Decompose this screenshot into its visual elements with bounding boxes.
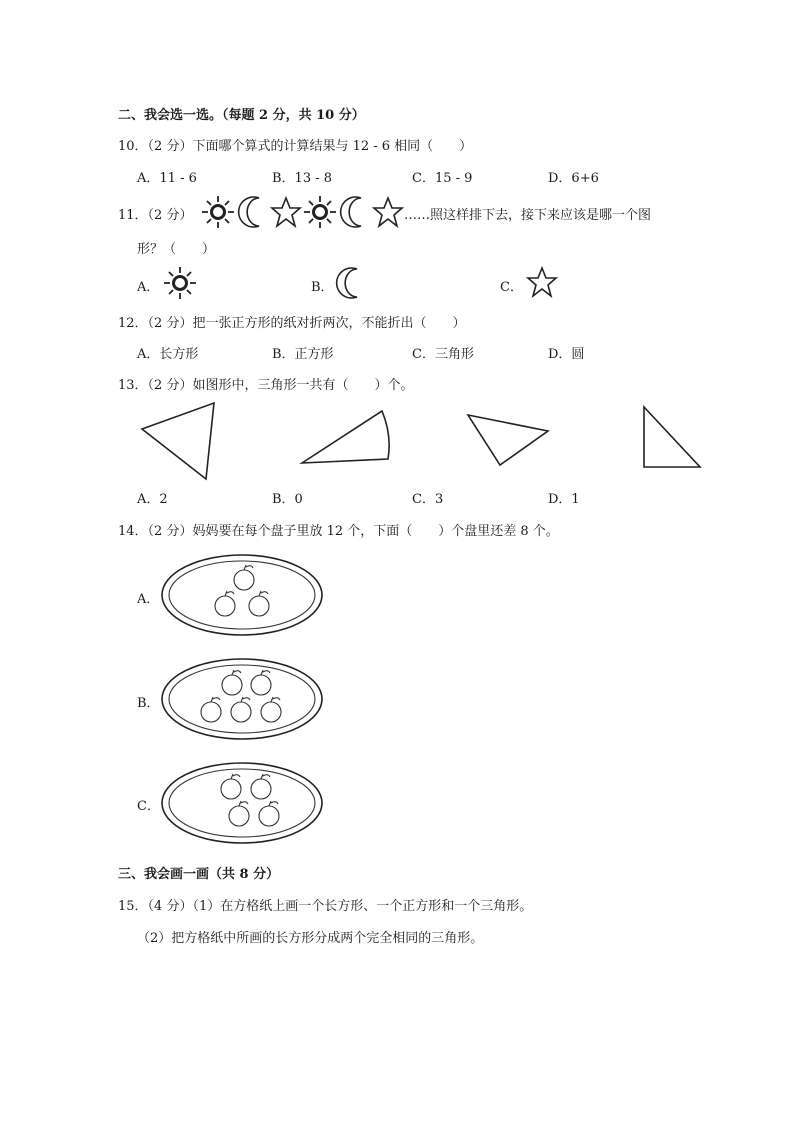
q13-stem: 13．（2 分）如图形中，三角形一共有（ ）个。 (118, 378, 414, 393)
q11-option-c-figure[interactable] (522, 262, 562, 302)
plate-b[interactable] (159, 656, 325, 742)
apple-icon (201, 697, 221, 722)
apple-icon (231, 697, 251, 722)
apple-icon (249, 591, 269, 616)
q11-option-a[interactable]: A． (137, 280, 160, 295)
q15-line1: 15．（4 分）（1）在方格纸上画一个长方形、一个正方形和一个三角形。 (118, 899, 533, 914)
star-icon (528, 268, 556, 296)
plate-a[interactable] (159, 552, 325, 638)
apple-icon (222, 670, 242, 695)
q13-option-d[interactable]: D．1 (548, 492, 580, 507)
q14-option-a[interactable]: A． (137, 592, 160, 607)
apple-icon (251, 774, 271, 799)
star-icon (272, 198, 300, 226)
q14-option-c[interactable]: C． (137, 799, 160, 814)
q13-option-c[interactable]: C．3 (412, 492, 444, 507)
plate-c[interactable] (159, 760, 325, 846)
q12-option-a[interactable]: A．长方形 (137, 347, 199, 362)
section2-note: （每题 2 分，共 10 分） (222, 108, 365, 123)
q11-option-b[interactable]: B． (311, 280, 334, 295)
moon-icon (239, 197, 259, 227)
apple-icon (229, 801, 249, 826)
apple-icon (261, 697, 281, 722)
triangle-figure-1 (142, 403, 214, 479)
q11-option-c[interactable]: C． (500, 280, 523, 295)
apple-icon (259, 801, 279, 826)
sun-icon (164, 267, 196, 299)
q11-line2: 形？（ ） (137, 242, 216, 257)
q12-option-c[interactable]: C．三角形 (412, 347, 474, 362)
fan-sector-figure (302, 411, 389, 463)
section3-note: （共 8 分） (209, 867, 280, 882)
q10-option-d[interactable]: D．6+6 (548, 171, 599, 186)
moon-icon (341, 197, 361, 227)
apple-icon (251, 670, 271, 695)
q10-option-b[interactable]: B．13 - 8 (272, 171, 333, 186)
triangle-figure-2 (468, 415, 548, 465)
q11-suffix: ……照这样排下去，接下来应该是哪一个图 (404, 208, 652, 223)
sun-icon (304, 196, 336, 228)
apple-icon (221, 774, 241, 799)
q13-option-b[interactable]: B．0 (272, 492, 303, 507)
moon-icon (337, 268, 357, 298)
q14-option-b[interactable]: B． (137, 696, 160, 711)
q10-option-c[interactable]: C．15 - 9 (412, 171, 473, 186)
q13-figures (134, 397, 704, 483)
section3-title: 三、我会画一画 (118, 867, 210, 882)
section2-title: 二、我会选一选。 (118, 108, 223, 123)
q14-stem: 14．（2 分）妈妈要在每个盘子里放 12 个，下面（ ）个盘里还差 8 个。 (118, 524, 559, 539)
sun-icon (202, 196, 234, 228)
apple-icon (215, 591, 235, 616)
right-triangle-figure (644, 407, 700, 467)
q13-option-a[interactable]: A．2 (137, 492, 168, 507)
apple-icon (234, 565, 254, 590)
q10-option-a[interactable]: A．11 - 6 (137, 171, 197, 186)
q12-option-b[interactable]: B．正方形 (272, 347, 334, 362)
q11-sequence (200, 193, 410, 233)
q10-stem: 10．（2 分）下面哪个算式的计算结果与 12 - 6 相同（ ） (118, 139, 473, 154)
q12-option-d[interactable]: D．圆 (548, 347, 585, 362)
star-icon (374, 198, 402, 226)
q11-option-a-figure[interactable] (160, 263, 200, 303)
q11-option-b-figure[interactable] (333, 264, 369, 304)
q11-prefix: 11．（2 分） (118, 208, 193, 223)
q15-line2: （2）把方格纸中所画的长方形分成两个完全相同的三角形。 (137, 931, 484, 946)
section2-heading (118, 104, 365, 123)
section3-heading (118, 863, 279, 882)
q12-stem: 12．（2 分）把一张正方形的纸对折两次，不能折出（ ） (118, 316, 466, 331)
